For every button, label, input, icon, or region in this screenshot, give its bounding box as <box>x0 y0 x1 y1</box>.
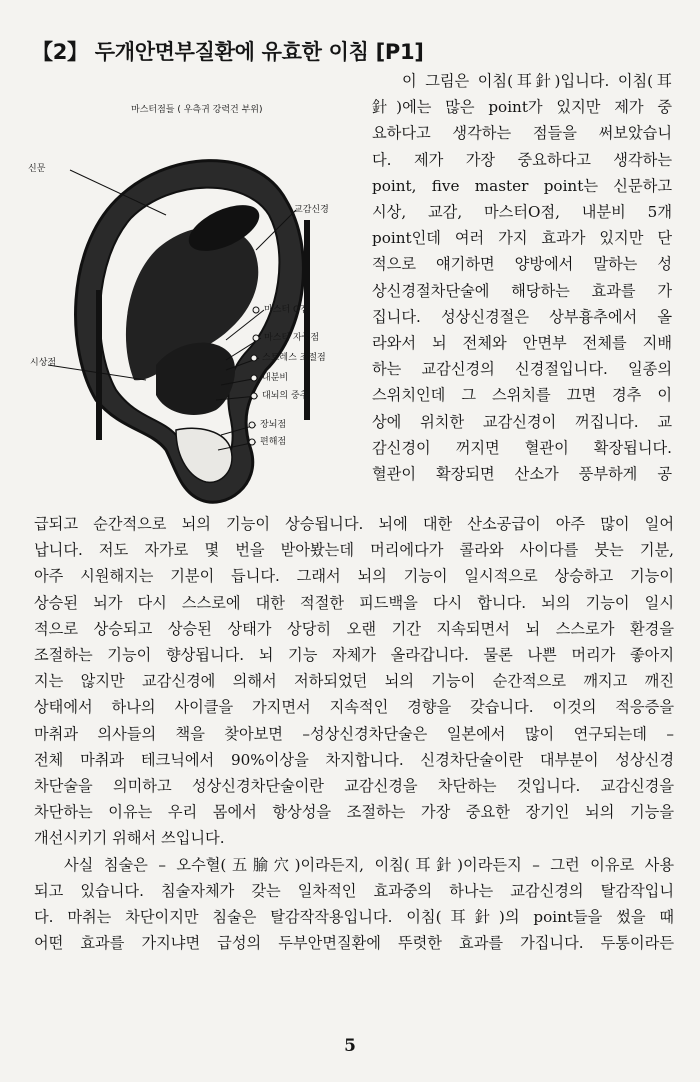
text-line: 어떤 효과를 가지냐면 급성의 두부안면질환에 뚜렷한 효과를 가집니다. 두통이라든 <box>34 934 674 953</box>
label-master-o: 마스터 O점 <box>264 305 309 315</box>
text-line: 아주 시원해지는 기분이 듭니다. 그래서 뇌의 기능이 일시적으로 상승하고 기능이 <box>34 567 674 586</box>
label-nunjeom: 편해점 <box>260 437 287 447</box>
text-line: 전체 마취과 테크닉에서 90%이상을 차지합니다. 신경차단술이란 대부분이 성상신경 <box>34 750 674 769</box>
text-line: 시상, 교감, 마스터O점, 내분비 5개 <box>372 203 672 222</box>
text-line: 개선시키기 위해서 쓰입니다. <box>34 829 225 848</box>
text-line: point, five master point는 신문하고 <box>372 176 672 195</box>
figure-title: 마스터점들 ( 우측귀 강력건 부위) <box>131 105 263 115</box>
text-line: 針)에는 많은 point가 있지만 제가 중 <box>372 98 672 117</box>
label-cerebral: 대뇌의 중추 <box>262 391 309 401</box>
frame-bar-right <box>304 220 310 420</box>
label-shinmun: 신문 <box>28 164 46 174</box>
text-line: 집니다. 성상신경절은 상부흉추에서 올 <box>372 307 672 326</box>
text-line: 조절하는 기능이 향상됩니다. 뇌 기능 자체가 올라갑니다. 물론 나쁜 머리가 좋아지 <box>34 646 674 665</box>
text-line: 하는 교감신경의 신경절입니다. 일종의 <box>372 360 672 379</box>
section-heading: 【2】 두개안면부질환에 유효한 이침 [P1] <box>32 40 424 64</box>
label-stress: 스트레스 조절점 <box>262 353 326 363</box>
text-line: 적으로 얘기하면 양방에서 말하는 성 <box>372 255 672 274</box>
label-jangmaek: 장뇌점 <box>260 420 287 430</box>
text-line: 되고 있습니다. 침술자체가 갖는 일차적인 효과중의 하나는 교감신경의 탈감작입니 <box>34 881 674 900</box>
text-line: 이 그림은 이침(耳針)입니다. 이침(耳 <box>402 72 672 90</box>
label-sisang: 시상점 <box>30 358 57 368</box>
text-line: 적으로 상승되고 상승된 상태가 상당히 오랜 기간 지속되면서 뇌 스스로가 환경을 <box>34 619 674 638</box>
text-line: 사실 침술은 – 오수혈(五腧穴)이라든지, 이침(耳針)이라든지 – 그런 이유로 사용 <box>64 855 674 874</box>
text-line: 다. 제가 가장 중요하다고 생각하는 <box>372 150 672 169</box>
text-line: 라와서 뇌 전체와 안면부 전체를 지배 <box>372 334 672 353</box>
text-line: 상태에서 하나의 사이클을 가지면서 지속적인 경향을 갖습니다. 이것의 적응증을 <box>34 698 674 717</box>
ear-diagram <box>26 100 360 520</box>
ear-acupuncture-figure <box>26 100 360 520</box>
text-line: 마취과 의사들의 책을 찾아보면 –성상신경차단술은 일본에서 많이 연구되는데 – <box>34 724 674 743</box>
text-line: 차단하는 이유는 우리 몸에서 항상성을 조절하는 가장 중요한 장기인 뇌의 기능을 <box>34 803 674 822</box>
text-line: 납니다. 저도 자가로 몇 번을 받아봤는데 머리에다가 콜라와 사이다를 붓는 기분, <box>34 541 674 560</box>
text-line: 지는 않지만 교감신경에 의해서 저하되었던 뇌의 기능이 순간적으로 깨지고 깨진 <box>34 672 674 691</box>
text-line: 급되고 순간적으로 뇌의 기능이 상승됩니다. 뇌에 대한 산소공급이 아주 많이 일어 <box>34 515 674 533</box>
right-column-text <box>372 68 672 487</box>
text-line: 다. 마취는 차단이지만 침술은 탈감작작용입니다. 이침(耳針)의 point들을 썼을 때 <box>34 908 674 927</box>
text-line: 상신경절차단술에 해당하는 효과를 가 <box>372 281 672 300</box>
frame-bar-left <box>96 290 102 440</box>
full-width-text <box>34 511 674 956</box>
text-line: 상에 위치한 교감신경이 꺼집니다. 교 <box>372 412 672 431</box>
text-line: 요하다고 생각하는 점들을 써보았습니 <box>372 124 672 143</box>
text-line: 스위치인데 그 스위치를 끄면 경추 이 <box>372 386 672 405</box>
label-gyogam: 교감신경 <box>294 205 329 215</box>
label-master-jagung: 마스터 자궁점 <box>264 333 320 343</box>
text-line: 감신경이 꺼지면 혈관이 확장됩니다. <box>372 438 672 457</box>
page-number: 5 <box>344 1036 356 1056</box>
text-line: point인데 여러 가지 효과가 있지만 단 <box>372 229 672 248</box>
text-line: 혈관이 확장되면 산소가 풍부하게 공 <box>372 465 672 484</box>
text-line: 차단술을 의미하고 성상신경차단술이란 교감신경을 차단하는 것입니다. 교감신경을 <box>34 777 674 796</box>
text-line: 상승된 뇌가 다시 스스로에 대한 적절한 피드백을 다시 합니다. 뇌의 기능이 일시 <box>34 593 674 612</box>
label-naebunbi: 내분비 <box>262 373 289 383</box>
